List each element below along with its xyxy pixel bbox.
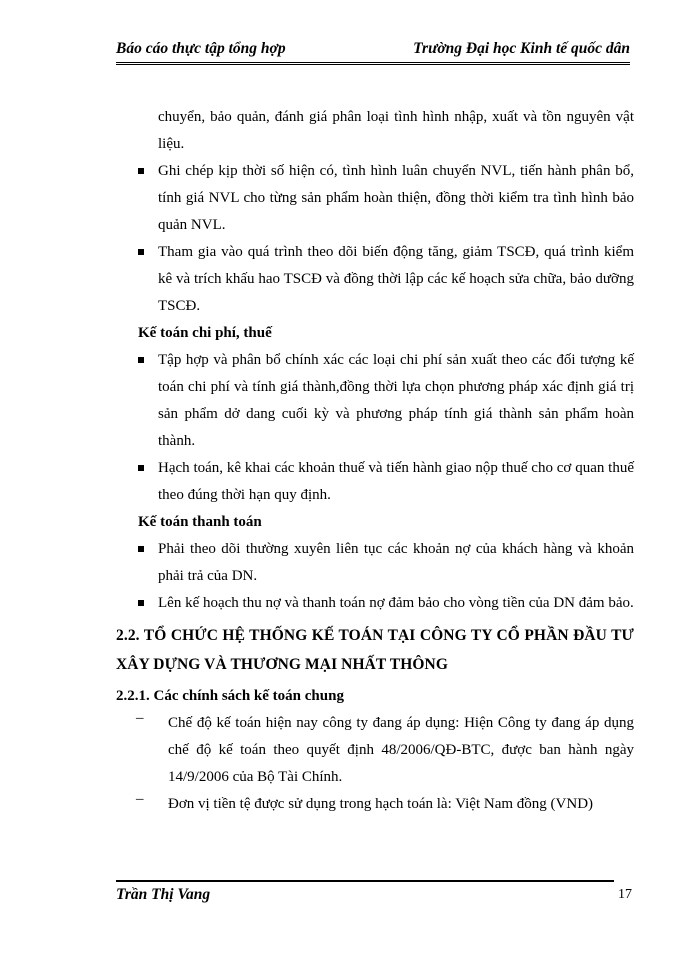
subheading-payment: Kế toán thanh toán: [138, 514, 262, 530]
bullet-text: Ghi chép kịp thời số hiện có, tình hình luân chuyển NVL, tiến hành phân bổ, tính giá NVL cho từng sản phẩm hoàn thiện, đồng thời kiểm tra tình hình bảo quản NVL.: [158, 163, 634, 233]
page-header: [116, 34, 630, 65]
section-heading-2-2-1: 2.2.1. Các chính sách kế toán chung: [116, 688, 344, 704]
bullet-text: Tham gia vào quá trình theo dõi biến động tăng, giảm TSCĐ, quá trình kiểm kê và trích khấu hao TSCĐ và đồng thời lập các kế hoạch sửa chữa, bảo dưỡng TSCĐ.: [158, 244, 634, 314]
footer-divider: [116, 880, 614, 882]
bullet-text: Lên kế hoạch thu nợ và thanh toán nợ đảm bảo cho vòng tiền của DN đảm bảo.: [158, 595, 634, 611]
dash-text: Chế độ kế toán hiện nay công ty đang áp dụng: Hiện Công ty đang áp dụng chế độ kế toán theo quyết định 48/2006/QĐ-BTC, được ban hành ngày 14/9/2006 của Bộ Tài Chính.: [168, 715, 634, 785]
dash-item: [116, 791, 634, 818]
section-heading-2-2: 2.2. TỔ CHỨC HỆ THỐNG KẾ TOÁN TẠI CÔNG TY CỔ PHẦN ĐẦU TƯ XÂY DỰNG VÀ THƯƠNG MẠI NHẤT THÔNG: [116, 627, 634, 673]
dash-bullet-icon: –: [136, 791, 144, 807]
square-bullet-icon: [138, 600, 144, 606]
bullet-item: [116, 239, 634, 320]
square-bullet-icon: [138, 357, 144, 363]
bullet-text: Phải theo dõi thường xuyên liên tục các khoản nợ của khách hàng và khoản phải trả của DN.: [158, 541, 634, 584]
square-bullet-icon: [138, 546, 144, 552]
bullet-item: [116, 347, 634, 455]
page-number: 17: [618, 887, 632, 902]
dash-bullet-icon: –: [136, 710, 144, 726]
bullet-item: [116, 590, 634, 617]
footer-author: Trần Thị Vang: [116, 886, 211, 903]
bullet-item: [116, 455, 634, 509]
bullet-text: Hạch toán, kê khai các khoản thuế và tiến hành giao nộp thuế cho cơ quan thuế theo đúng thời hạn quy định.: [158, 460, 634, 503]
page-body: [116, 104, 634, 818]
square-bullet-icon: [138, 168, 144, 174]
continued-paragraph: chuyển, bảo quản, đánh giá phân loại tình hình nhập, xuất và tồn nguyên vật liệu.: [158, 109, 634, 152]
square-bullet-icon: [138, 249, 144, 255]
bullet-item: [116, 536, 634, 590]
bullet-text: Tập hợp và phân bổ chính xác các loại chi phí sản xuất theo các đối tượng kế toán chi phí và tính giá thành,đồng thời lựa chọn phương pháp xác định giá trị sản phẩm dở dang cuối kỳ và phương pháp tính giá thành sản phẩm hoàn thành.: [158, 352, 634, 449]
dash-text: Đơn vị tiền tệ được sử dụng trong hạch toán là: Việt Nam đồng (VND): [168, 796, 594, 812]
header-university: Trường Đại học Kinh tế quốc dân: [413, 40, 630, 57]
dash-item: [116, 710, 634, 791]
square-bullet-icon: [138, 465, 144, 471]
subheading-cost-tax: Kế toán chi phí, thuế: [138, 325, 272, 341]
bullet-item: [116, 158, 634, 239]
header-report-title: Báo cáo thực tập tổng hợp: [116, 40, 286, 57]
